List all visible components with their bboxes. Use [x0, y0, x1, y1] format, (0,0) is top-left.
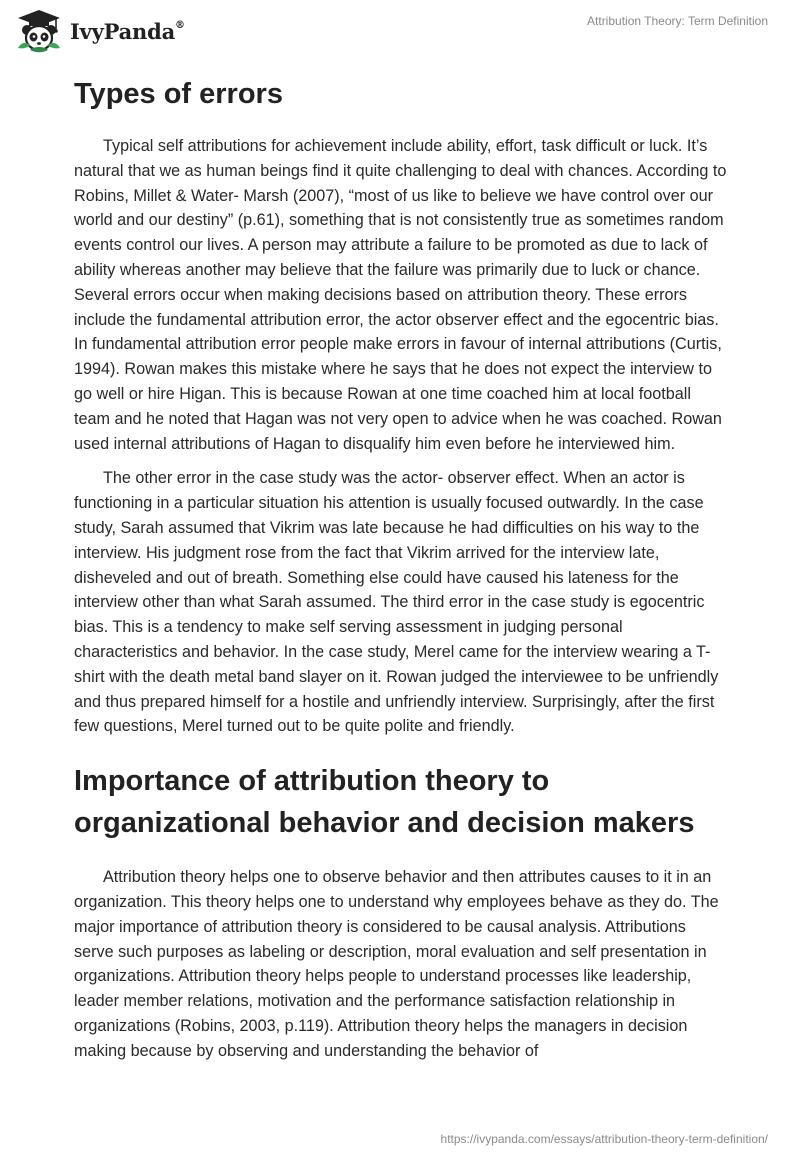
brand-name: IvyPanda®: [70, 18, 185, 44]
paragraph: Attribution theory helps one to observe behavior and then attributes causes to it in an organization. This theory helps one to understand why employees behave as they do. The major importance of attribution theory is considered to be causal analysis. Attributions serve such purposes as labeling or description, moral evaluation and self presentation in organizations. Attribution theory helps people to understand processes like leadership, leader member relations, motivation and the performance satisfaction relationship in organizations (Robins, 2003, p.119). Attribution theory helps the managers in decision making because by observing and understanding the behavior of: [74, 868, 719, 1060]
article-body: [74, 70, 728, 1064]
paragraph: The other error in the case study was the actor- observer effect. When an actor is functioning in a particular situation his attention is usually focused outwardly. In the case study, Sarah assumed that Vikrim was late because he had difficulties on his way to the interview. His judgment rose from the fact that Vikrim arrived for the interview late, disheveled and out of breath. Something else could have caused his lateness for the interview other than what Sarah assumed. The third error in the case study is egocentric bias. This is a tendency to make self serving assessment in judging personal characteristics and behavior. In the case study, Merel came for the interview wearing a T-shirt with the death metal band slayer on it. Rowan judged the interviewee to be unfriendly and thus prepared himself for a hostile and unfriendly interview. Surprisingly, after the first few questions, Merel turned out to be quite polite and friendly.: [74, 469, 719, 736]
panda-graduation-icon: [14, 8, 64, 54]
ivypanda-logo[interactable]: [14, 8, 185, 54]
section-heading-types-of-errors: Types of errors: [74, 78, 283, 110]
source-url[interactable]: https://ivypanda.com/essays/attribution-theory-term-definition/: [440, 1132, 768, 1146]
document-title: Attribution Theory: Term Definition: [587, 14, 768, 28]
section-heading-importance: Importance of attribution theory to organizational behavior and decision makers: [74, 765, 695, 840]
page-header: [0, 0, 800, 70]
paragraph: Typical self attributions for achievement include ability, effort, task difficult or luck. It’s natural that we as human beings find it quite challenging to deal with chances. According to Robins, Millet & Water- Marsh (2007), “most of us like to believe we have control over our world and our destiny” (p.61), something that is not consistently true as sometimes random events control our lives. A person may attribute a failure to be promoted as due to lack of ability whereas another may believe that the failure was primarily due to luck or chance. Several errors occur when making decisions based on attribution theory. These errors include the fundamental attribution error, the actor observer effect and the egocentric bias. In fundamental attribution error people make errors in favour of internal attributions (Curtis, 1994). Rowan makes this mistake where he says that he does not expect the interview to go well or hire Higan. This is because Rowan at one time coached him at local football team and he noted that Hagan was not very open to advice when he was coached. Rowan used internal attributions of Hagan to disqualify him even before he interviewed him.: [74, 137, 727, 453]
